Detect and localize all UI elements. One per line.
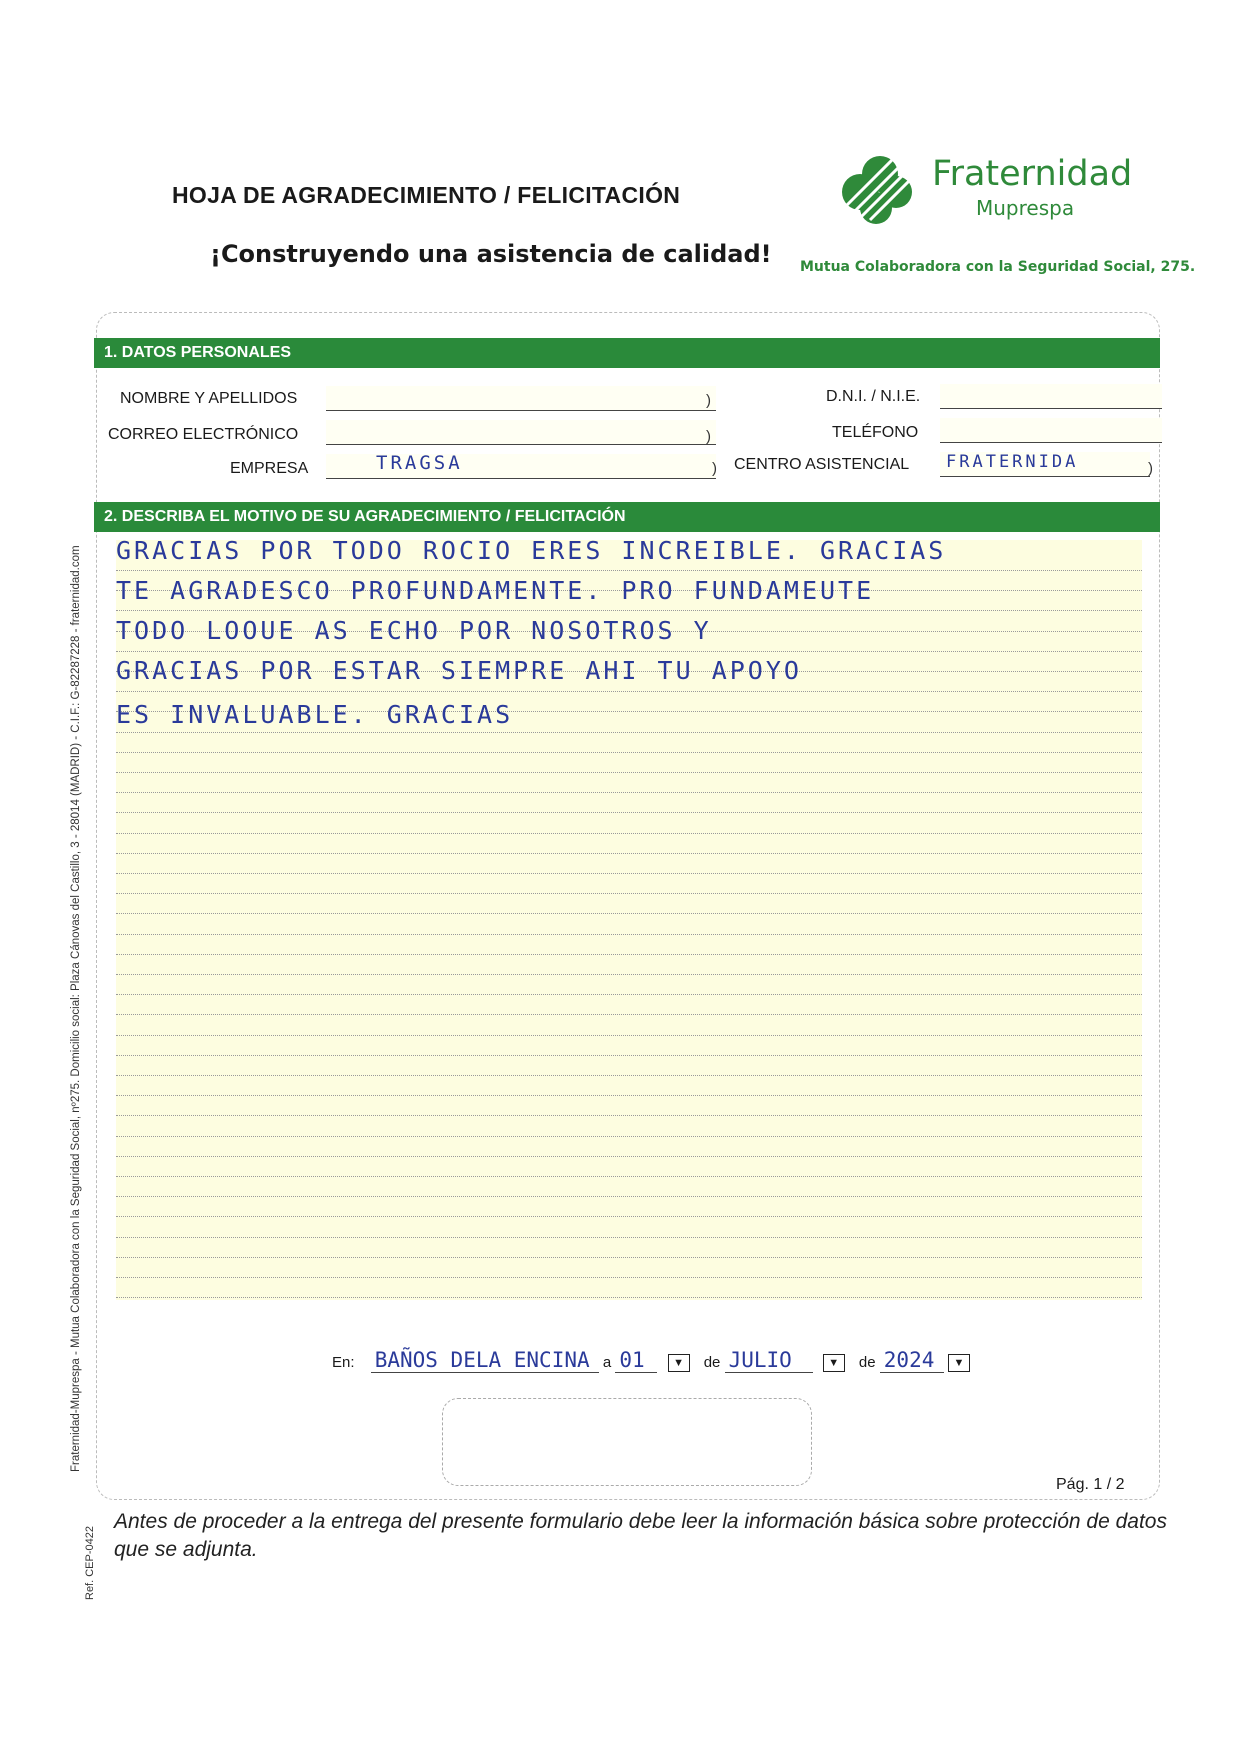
- ruled-line: [116, 812, 1142, 813]
- fraternidad-logo-icon: [832, 152, 924, 228]
- brand-name: Fraternidad: [932, 154, 1133, 194]
- ruled-line: [116, 1277, 1142, 1278]
- month-dropdown-icon[interactable]: ▼: [823, 1354, 845, 1372]
- ruled-line: [116, 1136, 1142, 1137]
- ruled-line: [116, 954, 1142, 955]
- en-label: En:: [332, 1354, 355, 1371]
- month-field[interactable]: JULIO: [725, 1348, 813, 1373]
- ruled-line: [116, 1196, 1142, 1197]
- telefono-label: TELÉFONO: [832, 424, 919, 441]
- ruled-line: [116, 853, 1142, 854]
- ruled-line: [116, 792, 1142, 793]
- field-end-mark: ): [706, 392, 711, 409]
- ruled-line: [116, 934, 1142, 935]
- ruled-line: [116, 833, 1142, 834]
- form-reference: Ref. CEP-0422: [84, 1526, 96, 1600]
- ruled-line: [116, 772, 1142, 773]
- section-title: 2. DESCRIBA EL MOTIVO DE SU AGRADECIMIENTO / FELICITACIÓN: [104, 508, 626, 525]
- message-line: TODO LOOUE AS ECHO POR NOSOTROS Y: [116, 616, 712, 645]
- ruled-line: [116, 1297, 1142, 1298]
- ruled-line: [116, 873, 1142, 874]
- correo-field[interactable]: [326, 420, 716, 445]
- day-field[interactable]: 01: [615, 1348, 657, 1373]
- empresa-label: EMPRESA: [230, 460, 309, 477]
- brand-tagline: Mutua Colaboradora con la Seguridad Social, 275.: [800, 259, 1196, 275]
- ruled-line: [116, 752, 1142, 753]
- brand-subname: Muprespa: [976, 196, 1075, 220]
- ruled-line: [116, 651, 1142, 652]
- section-title: 1. DATOS PERSONALES: [104, 344, 291, 361]
- ruled-line: [116, 1156, 1142, 1157]
- ruled-line: [116, 1014, 1142, 1015]
- dni-label: D.N.I. / N.I.E.: [826, 388, 921, 405]
- ruled-line: [116, 1035, 1142, 1036]
- centro-value: FRATERNIDA: [946, 452, 1079, 472]
- empresa-value: TRAGSA: [376, 452, 463, 474]
- field-end-mark: ): [712, 460, 717, 477]
- section-reason-header: [94, 502, 1160, 532]
- year-field[interactable]: 2024: [880, 1348, 944, 1373]
- ruled-line: [116, 974, 1142, 975]
- date-row: [332, 1348, 970, 1373]
- nombre-field[interactable]: [326, 386, 716, 411]
- ruled-line: [116, 1075, 1142, 1076]
- centro-label: CENTRO ASISTENCIAL: [734, 456, 910, 473]
- year-dropdown-icon[interactable]: ▼: [948, 1354, 970, 1372]
- day-dropdown-icon[interactable]: ▼: [668, 1354, 690, 1372]
- page-subtitle: ¡Construyendo una asistencia de calidad!: [210, 240, 772, 268]
- ruled-line: [116, 893, 1142, 894]
- message-textarea[interactable]: [116, 536, 1142, 1300]
- ruled-line: [116, 1176, 1142, 1177]
- field-end-mark: ): [1148, 460, 1153, 477]
- centro-field[interactable]: [940, 452, 1150, 477]
- field-end-mark: ): [706, 428, 711, 445]
- message-line: GRACIAS POR TODO ROCIO ERES INCREIBLE. GRACIAS: [116, 536, 947, 565]
- de-label: de: [703, 1354, 721, 1371]
- ruled-line: [116, 1216, 1142, 1217]
- dni-field[interactable]: [940, 384, 1162, 409]
- page-title: HOJA DE AGRADECIMIENTO / FELICITACIÓN: [172, 182, 681, 208]
- telefono-field[interactable]: [940, 418, 1162, 443]
- page-number: Pág. 1 / 2: [1056, 1476, 1125, 1493]
- empresa-field[interactable]: [326, 454, 716, 479]
- privacy-notice: Antes de proceder a la entrega del presente formulario debe leer la información básica sobre protección de datos que se adjunta.: [114, 1510, 1167, 1561]
- place-field[interactable]: BAÑOS DELA ENCINA: [371, 1348, 599, 1373]
- ruled-line: [116, 1115, 1142, 1116]
- section-personal-data-header: [94, 338, 1160, 368]
- ruled-lines: [116, 540, 1142, 1300]
- ruled-line: [116, 570, 1142, 571]
- signature-box[interactable]: [442, 1398, 812, 1486]
- ruled-line: [116, 913, 1142, 914]
- ruled-line: [116, 691, 1142, 692]
- correo-label: CORREO ELECTRÓNICO: [108, 426, 299, 443]
- message-line: TE AGRADESCO PROFUNDAMENTE. PRO FUNDAMEUTE: [116, 576, 875, 605]
- ruled-line: [116, 1257, 1142, 1258]
- legal-side-text: Fraternidad-Muprespa - Mutua Colaboradora con la Seguridad Social, nº275. Domicilio social: Plaza Cánovas del Castillo, 3 - 28014 (MADRID) - C.I.F.: G-82287228 - fraternidad.com: [70, 545, 82, 1472]
- de-label: de: [858, 1354, 876, 1371]
- ruled-line: [116, 994, 1142, 995]
- message-line: ES INVALUABLE. GRACIAS: [116, 700, 514, 729]
- ruled-line: [116, 1055, 1142, 1056]
- ruled-line: [116, 732, 1142, 733]
- ruled-line: [116, 610, 1142, 611]
- nombre-label: NOMBRE Y APELLIDOS: [120, 390, 298, 407]
- a-label: a: [602, 1354, 612, 1371]
- ruled-line: [116, 1095, 1142, 1096]
- message-line: GRACIAS POR ESTAR SIEMPRE AHI TU APOYO: [116, 656, 802, 685]
- ruled-line: [116, 1237, 1142, 1238]
